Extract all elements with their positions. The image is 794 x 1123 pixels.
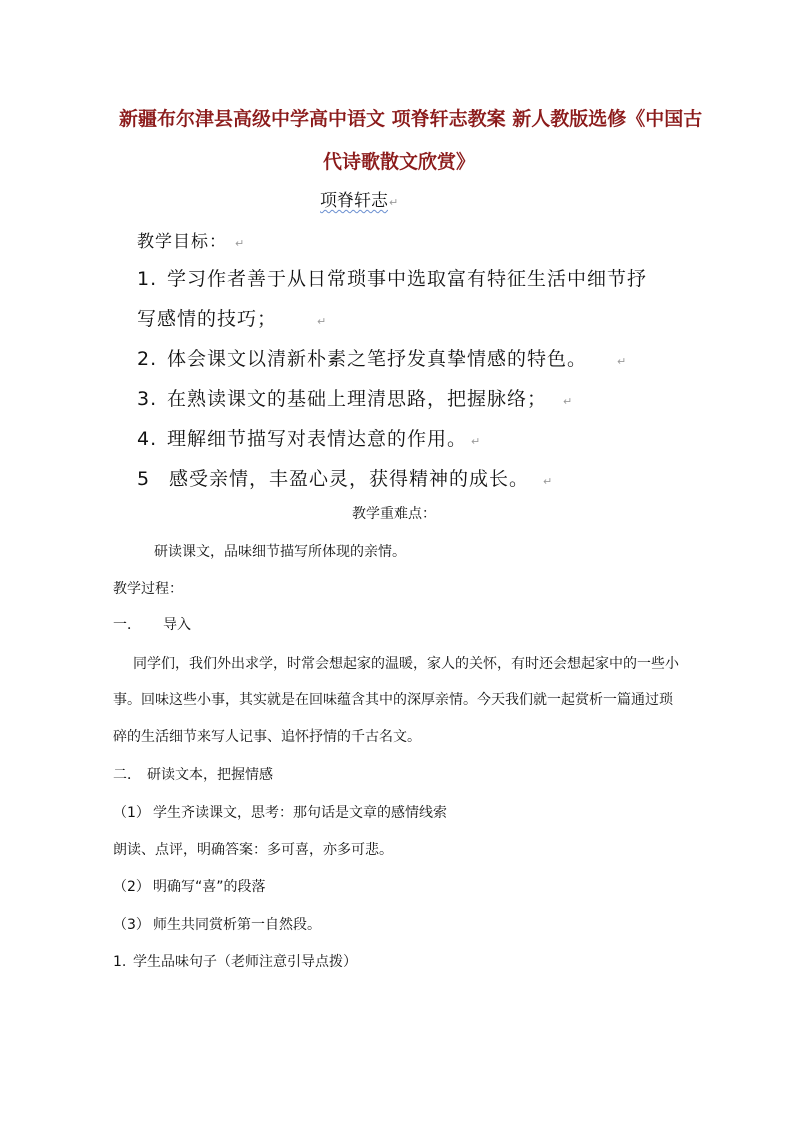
objective-text: 体会课文以清新朴素之笔抒发真挚情感的特色。 [167,348,588,370]
intro-paragraph-line-3: 碎的生活细节来写人记事、追怀抒情的千古名文。 [113,729,421,745]
step-number: （3） [113,917,150,933]
return-mark-icon: ↵ [389,196,399,209]
step-text: 师生共同赏析第一自然段。 [153,917,321,933]
key-points-heading: 教学重难点： [352,506,436,522]
objectives-heading [137,227,245,252]
step-number: （1） [113,805,150,821]
objective-number: 1. [137,268,158,290]
step-text: 明确写“喜”的段落 [153,879,266,895]
objective-number: 5 [137,468,151,490]
return-mark-icon: ↵ [471,435,482,448]
document-title-line-2: 代诗歌散文欣赏》 [323,151,476,173]
section-title: 导入 [163,617,191,633]
section-2-heading [113,764,273,784]
objective-item-1-continuation [137,304,327,331]
intro-paragraph-line-2: 事。回味这些小事，其实就是在回味蕴含其中的深厚亲情。今天我们就一起赏析一篇通过琐 [113,692,673,708]
step-number: （2） [113,879,150,895]
lesson-subtitle [320,186,398,211]
section-title: 研读文本，把握情感 [147,767,273,783]
objective-number: 3. [137,388,158,410]
return-mark-icon: ↵ [543,475,554,488]
step-2 [113,876,266,896]
return-mark-icon: ↵ [563,395,574,408]
substep-text: 学生品味句子（老师注意引导点拨） [133,954,357,970]
return-mark-icon: ↵ [235,237,246,250]
section-1-heading [113,614,191,634]
objective-item-3 [137,384,573,411]
key-points-text: 研读课文，品味细节描写所体现的亲情。 [154,544,406,560]
step-text: 学生齐读课文，思考：那句话是文章的感情线索 [153,805,447,821]
objective-text: 感受亲情，丰盈心灵，获得精神的成长。 [169,468,530,490]
objective-text: 学习作者善于从日常琐事中选取富有特征生活中细节抒 [167,268,648,290]
subtitle-text: 项脊轩志 [320,191,388,211]
substep-1 [113,951,357,971]
objective-number: 2. [137,348,158,370]
intro-paragraph-line-1: 同学们，我们外出求学，时常会想起家的温暖，家人的关怀，有时还会想起家中的一些小 [133,656,679,672]
objective-item-2 [137,344,627,371]
step-1 [113,802,447,822]
return-mark-icon: ↵ [317,315,328,328]
substep-number: 1. [113,954,127,970]
objective-text: 在熟读课文的基础上理清思路，把握脉络； [167,388,548,410]
return-mark-icon: ↵ [617,355,628,368]
process-heading: 教学过程： [113,581,183,597]
section-number: 二． [113,767,141,783]
objective-number: 4. [137,428,158,450]
section-number: 一． [113,617,141,633]
objective-text: 理解细节描写对表情达意的作用。 [167,428,468,450]
objective-item-5 [137,464,553,491]
document-title-line-1: 新疆布尔津县高级中学高中语文 项脊轩志教案 新人教版选修《中国古 [119,108,703,130]
step-3 [113,914,321,934]
objective-item-4 [137,424,481,451]
objective-item-1 [137,264,647,291]
objective-text-continued: 写感情的技巧； [137,308,278,330]
answer-line: 朗读、点评，明确答案：多可喜，亦多可悲。 [113,842,393,858]
objectives-heading-text: 教学目标： [137,232,227,252]
